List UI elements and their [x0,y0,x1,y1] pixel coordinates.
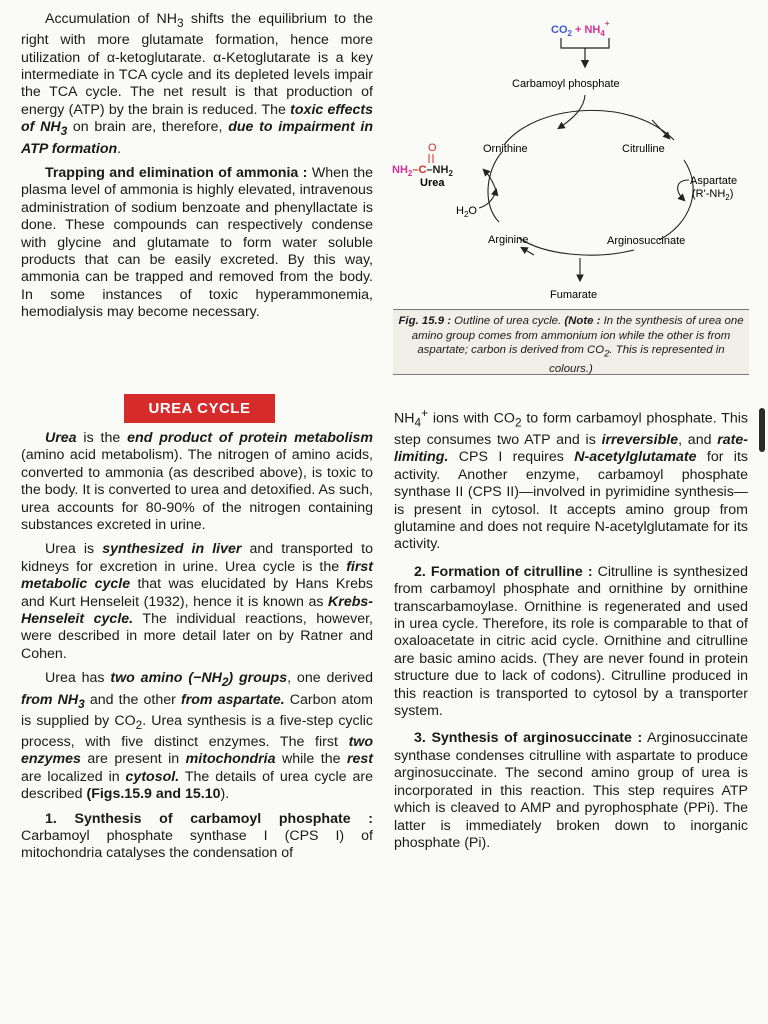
paragraph-trapping-ammonia: Trapping and elimination of ammonia : When the plasma level of ammonia is highly elevated, intravenous administration of sodium benzoate and phenyllactate is done. These compounds can respectively condense with glycine and glutamate to form water soluble products that can be easily excreted. By this way, ammonia can be trapped and removed from the body. In some instances of toxic hyperammonemia, hemodialysis may become necessary. [21,164,374,321]
scrollbar-thumb[interactable] [759,408,765,452]
merge-lines [561,38,609,66]
paragraph-arginosuccinate-synthesis: 3. Synthesis of arginosuccinate : Arginosuccinate synthase condenses citrulline with aspartate to produce arginosuccinate. The second amino group of urea is incorporated in this reaction. This step requires ATP which is cleaved to AMP and pyrophosphate (PPi). The latter is immediately broken down to inorganic phosphate (Pi). [394,730,748,851]
paragraph-urea-end-product: Urea is the end product of protein metabolism (amino acid metabolism). The nitrogen of amino acids, converted to ammonia (as described above), is toxic to the body. It is converted to urea and detoxified. As such, urea accounts for 80-90% of the nitrogen containing substances excreted in urine. [21,430,373,534]
fumarate-label: Fumarate [550,289,598,301]
arginine-arrow [522,248,534,255]
figure-caption: Fig. 15.9 : Outline of urea cycle. (Note : In the synthesis of urea one amino group comes from ammonium ion while the other is from aspartate; carbon is derived from $CO_2$. This is represented in colours.) [393,309,749,375]
carbamoyl-phosphate-label: Carbamoyl phosphate [512,78,620,90]
aspartate-formula: $(R'-NH_2)$ [692,188,734,202]
ornithine-label: Ornithine [483,143,528,155]
aspartate-label: Aspartate [690,175,738,187]
paragraph-urea-synthesis-liver: Urea is synthesized in liver and transported to kidneys for excretion in urine. Urea cycle is the first metabolic cycle that was elucidated by Hans Krebs and Kurt Henseleit (1932), hence it is known as Krebs-Henseleit cycle. The individual reactions, however, were described in more detail later on by Ratner and Cohen. [21,541,373,662]
section-header-urea-cycle: UREA CYCLE [124,394,275,423]
citrulline-arrow [652,120,669,138]
paragraph-citrulline-formation: 2. Formation of citrulline : Citrulline is synthesized from carbamoyl phosphate and ornithine by ornithine transcarbamoylase. Ornithine is regenerated and used in urea cycle. Therefore, its role is comparable to that of oxaloacetate in citric acid cycle. Ornithine and citrulline are basic amino acids. (They are never found in protein structure due to lack of codons). Citrulline produced in this reaction is transported to cytosol by a transporter system. [394,563,748,720]
co2-label: $CO_2 + NH_4^+$ [551,19,610,38]
water-label: $H_2O$ [456,205,477,219]
paragraph-carbamoyl-phosphate-step: 1. Synthesis of carbamoyl phosphate : Carbamoyl phosphate synthase I (CPS I) of mitochondria catalyses the condensation of [21,810,373,862]
arginine-label: Arginine [488,234,529,246]
urea-formula: $NH_2-C-NH_2$ [392,164,453,178]
paragraph-cps-activity: $NH_4^+$ ions with $CO_2$ to form carbamoyl phosphate. This step consumes two ATP and is irreversible, and rate-limiting. CPS I requires N-acetylglutamate for its activity. Another enzyme, carbamoyl phosphate synthase II (CPS II)—involved in pyrimidine synthesis—is present in cytosol. It accepts amino group from glutamine and does not require N-acetylglutamate for its activity. [394,406,749,553]
citrulline-label: Citrulline [622,143,665,155]
urea-cycle-diagram [384,0,768,310]
left-column-bottom [21,430,373,870]
aspartate-arrow [678,180,689,200]
right-column [394,405,748,859]
left-column-top [21,11,373,329]
paragraph-two-amino-groups: Urea has two amino $(-NH_2)$ groups, one derived from $NH_3$ and the other from aspartate. Carbon atom is supplied by $CO_2$. Urea synthesis is a five-step cyclic process, with five distinct enzymes. The first two enzymes are present in mitochondria while the rest are localized in cytosol. The details of urea cycle are described (Figs.15.9 and 15.10). [21,670,374,803]
arginosuccinate-label: Arginosuccinate [607,235,686,247]
urea-label: Urea [420,177,445,189]
urea-double-bond [429,154,433,163]
paragraph-ammonia-toxicity: Accumulation of $NH_3$ shifts the equilibrium to the right with more glutamate formation, hence more utilization of α-ketoglutarate. α-Ketoglutarate is a key intermediate in TCA cycle and its depleted levels impair the TCA cycle. The net result is that production of energy (ATP) by the brain is reduced. The toxic effects of $NH_3$ on brain are, therefore, due to impairment in ATP formation. [21,11,374,157]
urea-o: O [428,142,437,154]
